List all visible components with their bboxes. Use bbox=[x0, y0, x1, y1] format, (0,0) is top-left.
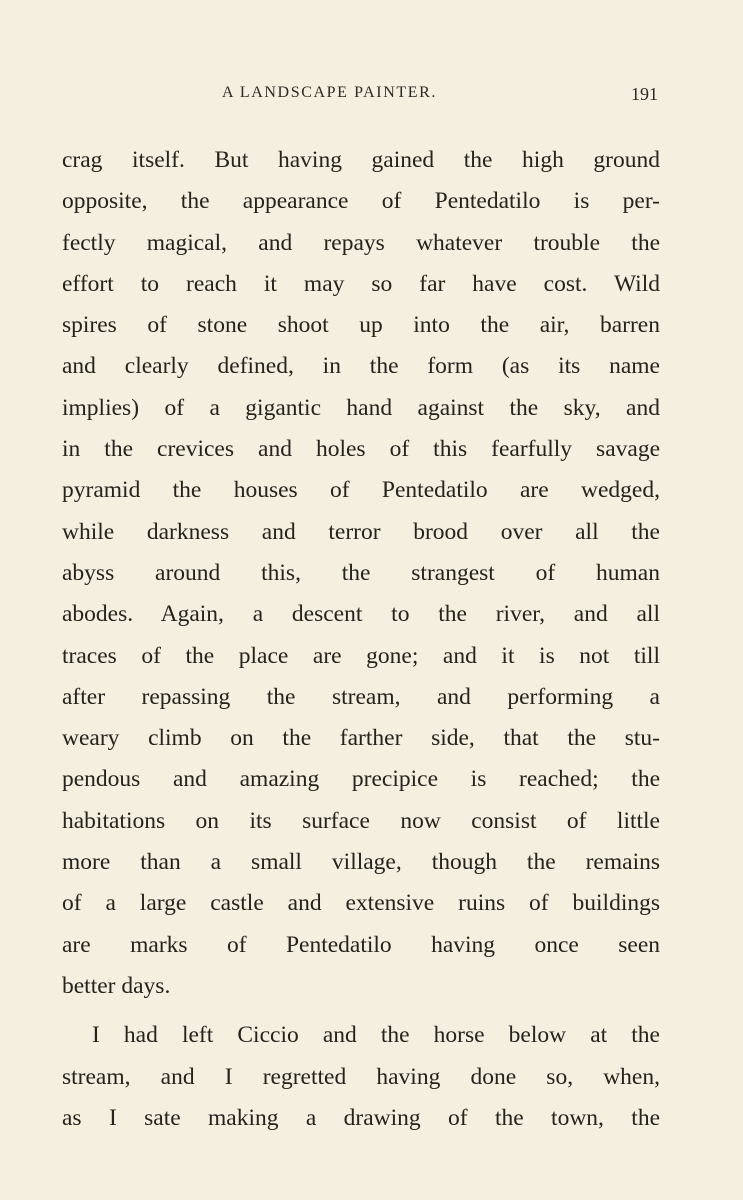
text-line: more than a small village, though the remains bbox=[62, 849, 660, 876]
paragraph-gap bbox=[62, 1007, 660, 1015]
page-number: 191 bbox=[631, 84, 658, 104]
text-line: as I sate making a drawing of the town, the bbox=[62, 1104, 660, 1131]
running-head bbox=[62, 84, 658, 108]
text-line: pendous and amazing precipice is reached; the bbox=[62, 766, 660, 793]
text-line: spires of stone shoot up into the air, barren bbox=[62, 312, 660, 339]
text-line: fectly magical, and repays whatever trouble the bbox=[62, 229, 660, 256]
text-line: better days. bbox=[62, 972, 171, 999]
text-line: stream, and I regretted having done so, when, bbox=[62, 1063, 660, 1090]
text-line: effort to reach it may so far have cost. Wild bbox=[62, 270, 660, 297]
body-text bbox=[62, 140, 660, 1139]
text-line: weary climb on the farther side, that the stu- bbox=[62, 725, 660, 752]
text-line: in the crevices and holes of this fearfully savage bbox=[62, 436, 660, 463]
text-line: while darkness and terror brood over all the bbox=[62, 518, 660, 545]
text-line: traces of the place are gone; and it is not till bbox=[62, 642, 660, 669]
text-line: implies) of a gigantic hand against the sky, and bbox=[62, 394, 660, 421]
text-line: and clearly defined, in the form (as its name bbox=[62, 353, 660, 380]
text-line: opposite, the appearance of Pentedatilo is per- bbox=[62, 188, 660, 215]
text-line: are marks of Pentedatilo having once seen bbox=[62, 931, 660, 958]
paragraph bbox=[62, 1015, 660, 1139]
text-line: abyss around this, the strangest of human bbox=[62, 559, 660, 586]
text-line: I had left Ciccio and the horse below at the bbox=[92, 1022, 660, 1049]
text-line: after repassing the stream, and performing a bbox=[62, 683, 660, 710]
text-line: crag itself. But having gained the high ground bbox=[62, 147, 660, 173]
paragraph bbox=[62, 140, 660, 1007]
text-line: habitations on its surface now consist of little bbox=[62, 807, 660, 834]
text-line: of a large castle and extensive ruins of buildings bbox=[62, 890, 660, 917]
text-line: pyramid the houses of Pentedatilo are wedged, bbox=[62, 477, 660, 504]
running-title: A LANDSCAPE PAINTER. bbox=[222, 84, 437, 101]
text-line: abodes. Again, a descent to the river, and all bbox=[62, 601, 660, 628]
